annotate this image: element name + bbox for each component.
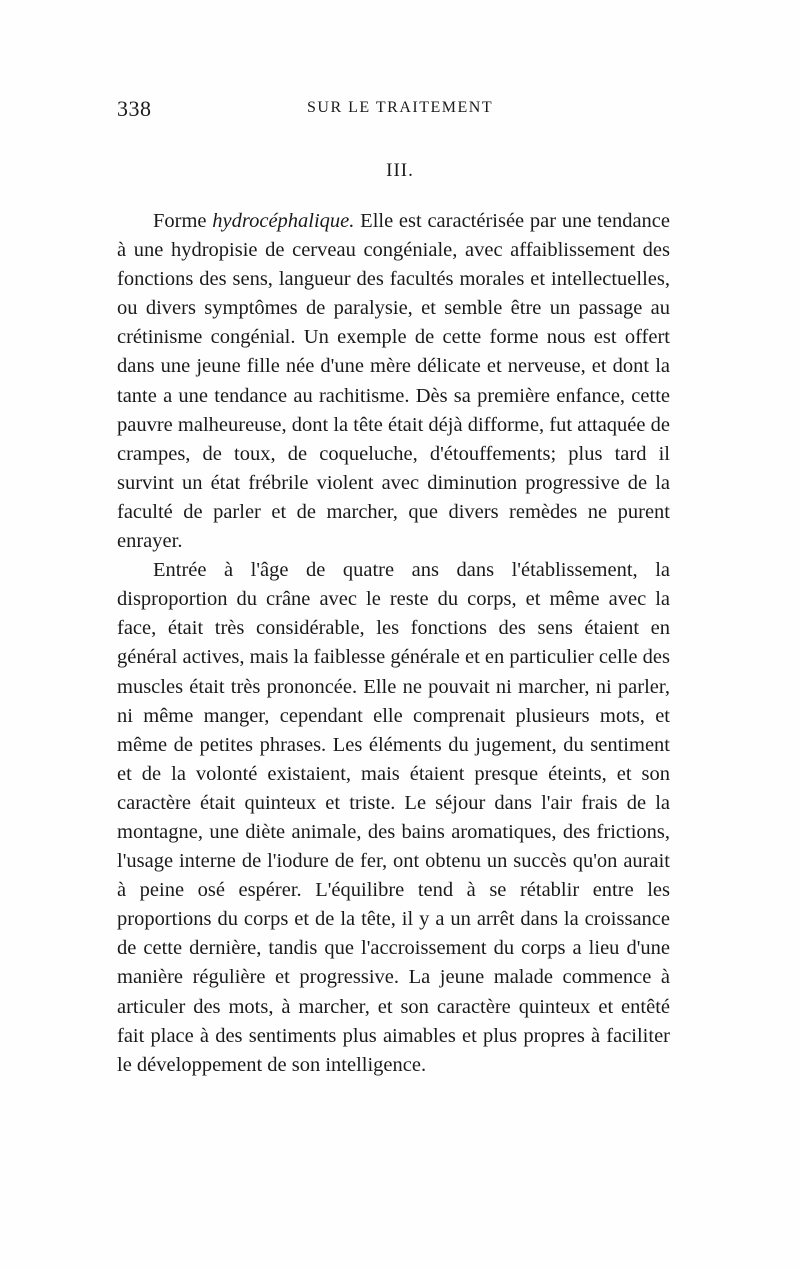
paragraph-1-term: hydrocéphalique. [212, 210, 355, 232]
page-number: 338 [117, 96, 152, 121]
paragraph-2: Entrée à l'âge de quatre ans dans l'établissement, la disproportion du crâne avec le reste du corps, et même avec la face, était très considérable, les fonctions des sens étaient en général actives, mais la faiblesse générale et en particulier celle des muscles était très prononcée. Elle ne pouvait ni marcher, ni parler, ni même manger, cependant elle comprenait plusieurs mots, et même de petites phrases. Les éléments du jugement, du sentiment et de la volonté existaient, mais étaient presque éteints, et son caractère était quinteux et triste. Le séjour dans l'air frais de la montagne, une diète animale, des bains aromatiques, des frictions, l'usage interne de l'iodure de fer, ont obtenu un succès qu'on aurait à peine osé espérer. L'équilibre tend à se rétablir entre les proportions du corps et de la tête, il y a un arrêt dans la croissance de cette dernière, tandis que l'accroissement du corps a lieu d'une manière régulière et progressive. La jeune malade commence à articuler des mots, à marcher, et son caractère quinteux et entêté fait place à des sentiments plus aimables et plus propres à faciliter le développement de son intelligence. [117, 559, 670, 1076]
section-heading: III. [386, 160, 414, 181]
body-text [117, 207, 670, 1080]
paragraph-1 [117, 207, 670, 556]
paragraph-1-lead: Forme [153, 210, 207, 232]
running-header [117, 96, 669, 126]
running-title: SUR LE TRAITEMENT [307, 99, 494, 116]
paragraph-1-text: Elle est caractérisée par une tendance à une hydropisie de cerveau congéniale, avec affaiblissement des fonctions des sens, langueur des facultés morales et intellectuelles, ou divers symptômes de paralysie, et semble être un passage au crétinisme congénial. Un exemple de cette forme nous est offert dans une jeune fille née d'une mère délicate et nerveuse, et dont la tante a une tendance au rachitisme. Dès sa première enfance, cette pauvre malheureuse, dont la tête était déjà difforme, fut attaquée de crampes, de toux, de coqueluche, d'étouffements; plus tard il survint un état frébrile violent avec diminution progressive de la faculté de parler et de marcher, que divers remèdes ne purent enrayer. [117, 210, 671, 553]
